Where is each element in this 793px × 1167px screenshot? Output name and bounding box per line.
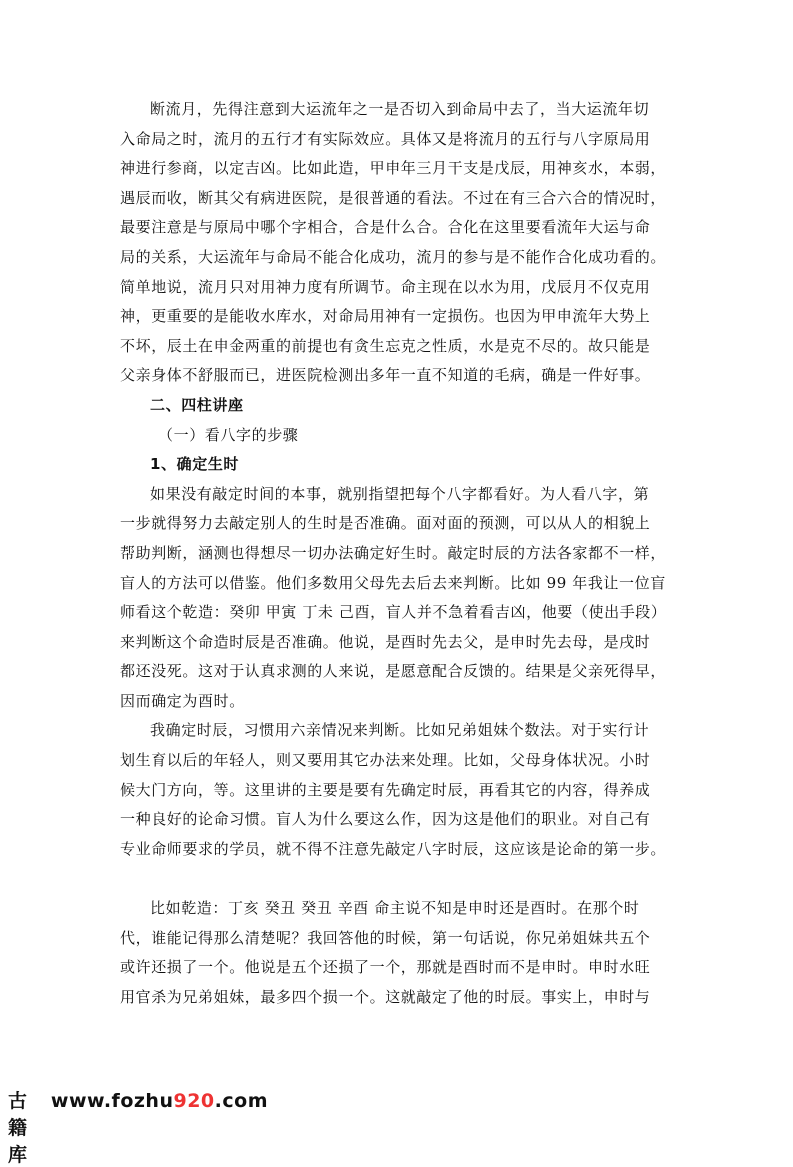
text-line: 或许还损了一个。他说是五个还损了一个，那就是酉时而不是申时。申时水旺	[120, 958, 651, 977]
text-line: 都还没死。这对于认真求测的人来说，是愿意配合反馈的。结果是父亲死得早，	[120, 662, 667, 681]
text-line: 候大门方向，等。这里讲的主要是要有先确定时辰，再看其它的内容，得养成	[120, 780, 651, 799]
text-line: 不坏，辰土在申金两重的前提也有贪生忘克之性质，水是克不尽的。故只能是	[120, 336, 651, 355]
paragraph-example	[120, 894, 680, 1012]
text-line: 我确定时辰，习惯用六亲情况来判断。比如兄弟姐妹个数法。对于实行计	[150, 721, 650, 740]
subsection-heading: （一）看八字的步骤	[158, 425, 299, 444]
url-prefix: www.fozhu	[50, 1090, 174, 1112]
text-line: 比如乾造：丁亥 癸丑 癸丑 辛酉 命主说不知是申时还是酉时。在那个时	[150, 899, 640, 918]
text-line: 专业命师要求的学员，就不得不注意先敲定八字时辰，这应该是论命的第一步。	[120, 839, 667, 858]
url-suffix: .com	[214, 1090, 268, 1112]
text-line: 划生育以后的年轻人，则又要用其它办法来处理。比如，父母身体状况。小时	[120, 751, 651, 770]
watermark-url	[51, 1090, 268, 1112]
text-line: 盲人的方法可以借鉴。他们多数用父母先去后去来判断。比如 99 年我让一位盲	[120, 573, 666, 592]
text-line: 遇辰而收，断其父有病进医院，是很普通的看法。不过在有三合六合的情况时，	[120, 188, 667, 207]
text-line: 帮助判断，涵测也得想尽一切办法确定好生时。敲定时辰的方法各家都不一样，	[120, 543, 667, 562]
section-heading: 二、四柱讲座	[150, 395, 244, 414]
step-heading: 1、确定生时	[150, 455, 240, 474]
text-line: 简单地说，流月只对用神力度有所调节。命主现在以水为用，戊辰月不仅克用	[120, 277, 651, 296]
paragraph-six-relatives	[120, 716, 680, 864]
url-number: 920	[173, 1090, 215, 1112]
text-line: 局的关系，大运流年与命局不能合化成功，流月的参与是不能作合化成功看的。	[120, 247, 667, 266]
watermark-brand: 古籍库	[8, 1090, 28, 1166]
text-line: 来判断这个命造时辰是否准确。他说，是酉时先去父，是申时先去母，是戌时	[120, 632, 651, 651]
text-line: 师看这个乾造：癸卯 甲寅 丁未 己酉，盲人并不急着看吉凶，他要（使出手段）	[120, 603, 667, 622]
document-body	[120, 95, 680, 1012]
text-line: 因而确定为酉时。	[120, 691, 245, 710]
text-line: 神进行参商，以定吉凶。比如此造，甲申年三月干支是戊辰，用神亥水，本弱，	[120, 159, 667, 178]
text-line: 用官杀为兄弟姐妹，最多四个损一个。这就敲定了他的时辰。事实上，申时与	[120, 987, 651, 1006]
text-line: 如果没有敲定时间的本事，就别指望把每个八字都看好。为人看八字，第	[150, 484, 650, 503]
text-line: 入命局之时，流月的五行才有实际效应。具体又是将流月的五行与八字原局用	[120, 129, 651, 148]
text-line: 父亲身体不舒服而已，进医院检测出多年一直不知道的毛病，确是一件好事。	[120, 366, 651, 385]
paragraph-liuyue	[120, 95, 680, 391]
text-line: 神，更重要的是能收水库水，对命局用神有一定损伤。也因为甲申流年大势上	[120, 307, 651, 326]
text-line: 代，谁能记得那么清楚呢？我回答他的时候，第一句话说，你兄弟姐妹共五个	[120, 928, 651, 947]
text-line: 最要注意是与原局中哪个字相合，合是什么合。合化在这里要看流年大运与命	[120, 218, 651, 237]
watermark-footer	[8, 1086, 268, 1166]
paragraph-gap	[120, 864, 680, 894]
text-line: 一种良好的论命习惯。盲人为什么要这么作，因为这是他们的职业。对自己有	[120, 810, 651, 829]
text-line: 一步就得努力去敲定别人的生时是否准确。面对面的预测，可以从人的相貌上	[120, 514, 651, 533]
paragraph-determine-time	[120, 480, 680, 717]
text-line: 断流月，先得注意到大运流年之一是否切入到命局中去了，当大运流年切	[150, 100, 650, 118]
